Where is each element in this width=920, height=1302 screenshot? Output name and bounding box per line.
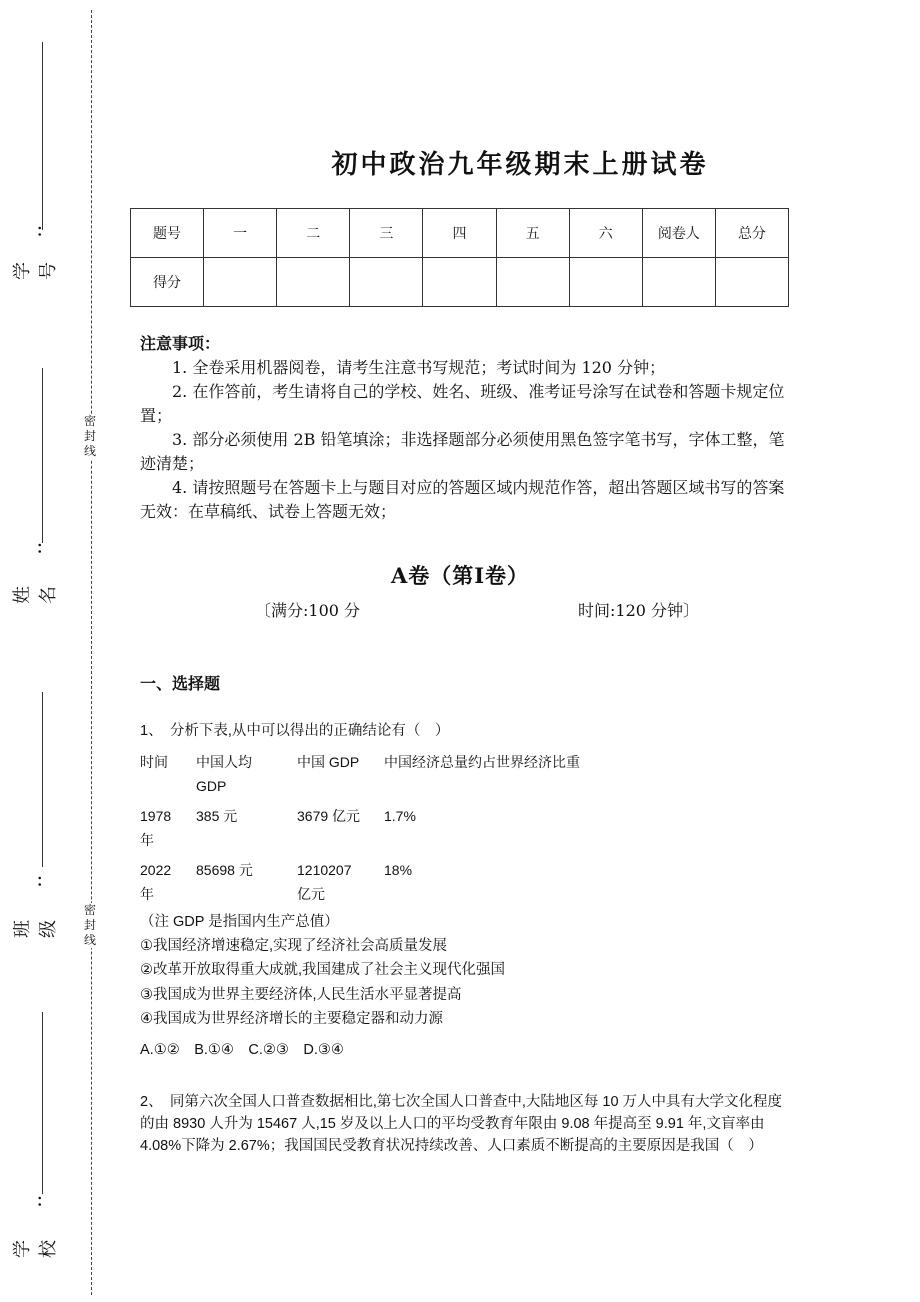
gdp-row-1-per-capita: 385 元 [196,808,238,824]
notice-item: 1. 全卷采用机器阅卷，请考生注意书写规范；考试时间为 120 分钟； [172,358,666,377]
binding-dashed-line [91,10,92,1295]
question-2-stem: 2、 同第六次全国人口普查数据相比,第七次全国人口普查中,大陆地区每 10 万人中具有大学文化程度的由 8930 人升为 15467 人,15 岁及以上人口的平均受教育年限由 9.08 年提高至 9.91 年,文盲率由 4.08%下降为 2.67%；我国国民受教育状况持续改善、人口素质不断提高的主要原因是我国（ ） [140,1094,783,1154]
name-colon: ： [36,538,53,557]
gdp-row-2-share: 18% [384,862,413,878]
score-cell[interactable] [642,258,715,307]
question-1-options: A.①② B.①④ C.②③ D.③④ [140,1042,344,1058]
header-cell: 总分 [715,209,788,258]
name-line [42,368,43,543]
gdp-header-per-capita: 中国人均GDP [196,754,252,794]
question-1-statement: ④我国成为世界经济增长的主要稳定器和动力源 [140,1011,443,1027]
seal-text-lower: 密 封 线 [83,903,96,947]
gdp-header-time: 时间 [140,754,168,770]
gdp-row-2-gdp: 1210207亿元 [297,862,352,902]
header-cell: 六 [569,209,642,258]
score-table [130,208,789,307]
student-id-line [42,42,43,230]
question-1-note: （注 GDP 是指国内生产总值） [140,914,339,930]
score-row-label: 得分 [131,258,204,307]
school-label: 学校 [12,1238,59,1258]
exam-time: 时间:120 分钟〕 [578,601,700,620]
student-id-label: 学号 [12,260,59,280]
gdp-header-share: 中国经济总量约占世界经济比重 [384,754,580,770]
gdp-header-gdp: 中国 GDP [297,754,360,770]
score-cell[interactable] [496,258,569,307]
notice-item: 4. 请按照题号在答题卡上与题目对应的答题区域内规范作答，超出答题区域书写的答案无效：在草稿纸、试卷上答题无效； [140,478,785,521]
header-cell: 五 [496,209,569,258]
gdp-row-2-per-capita: 85698 元 [196,862,253,878]
question-1-statement: ②改革开放取得重大成就,我国建成了社会主义现代化强国 [140,962,506,978]
volume-title: A卷（第Ⅰ卷） [390,563,530,588]
notice-item: 3. 部分必须使用 2B 铅笔填涂；非选择题部分必须使用黑色签字笔书写，字体工整，笔迹清楚； [140,430,785,473]
header-cell: 阅卷人 [642,209,715,258]
header-cell: 一 [204,209,277,258]
exam-title: 初中政治九年级期末上册试卷 [331,150,709,180]
question-1-stem: 1、 分析下表,从中可以得出的正确结论有（ ） [140,723,450,739]
seal-text-upper: 密 封 线 [83,414,96,458]
question-1-statement: ③我国成为世界主要经济体,人民生活水平显著提高 [140,987,462,1003]
score-cell[interactable] [204,258,277,307]
header-cell: 题号 [131,209,204,258]
class-colon: ： [36,871,53,890]
score-cell[interactable] [715,258,788,307]
student-id-colon: ： [36,221,53,240]
notice-item: 2. 在作答前，考生请将自己的学校、姓名、班级、准考证号涂写在试卷和答题卡规定位置； [140,382,785,425]
school-line [42,1012,43,1194]
full-score: 〔满分:100 分 [255,601,361,620]
gdp-row-1-gdp: 3679 亿元 [297,808,361,824]
gdp-row-1-share: 1.7% [384,808,416,824]
section-heading: 一、选择题 [140,674,221,693]
score-table-score-row [131,258,789,307]
gdp-row-1-year: 1978年 [140,808,172,848]
header-cell: 二 [277,209,350,258]
score-cell[interactable] [423,258,496,307]
header-cell: 四 [423,209,496,258]
score-cell[interactable] [277,258,350,307]
school-colon: ： [36,1191,53,1210]
score-table-header-row [131,209,789,258]
header-cell: 三 [350,209,423,258]
class-line [42,692,43,867]
notice-block [140,332,785,524]
name-label: 姓名 [12,584,59,604]
score-cell[interactable] [569,258,642,307]
gdp-row-2-year: 2022年 [140,862,172,902]
question-1-statement: ①我国经济增速稳定,实现了经济社会高质量发展 [140,938,448,954]
class-label: 班级 [12,918,59,938]
score-cell[interactable] [350,258,423,307]
notice-heading: 注意事项： [140,334,221,353]
